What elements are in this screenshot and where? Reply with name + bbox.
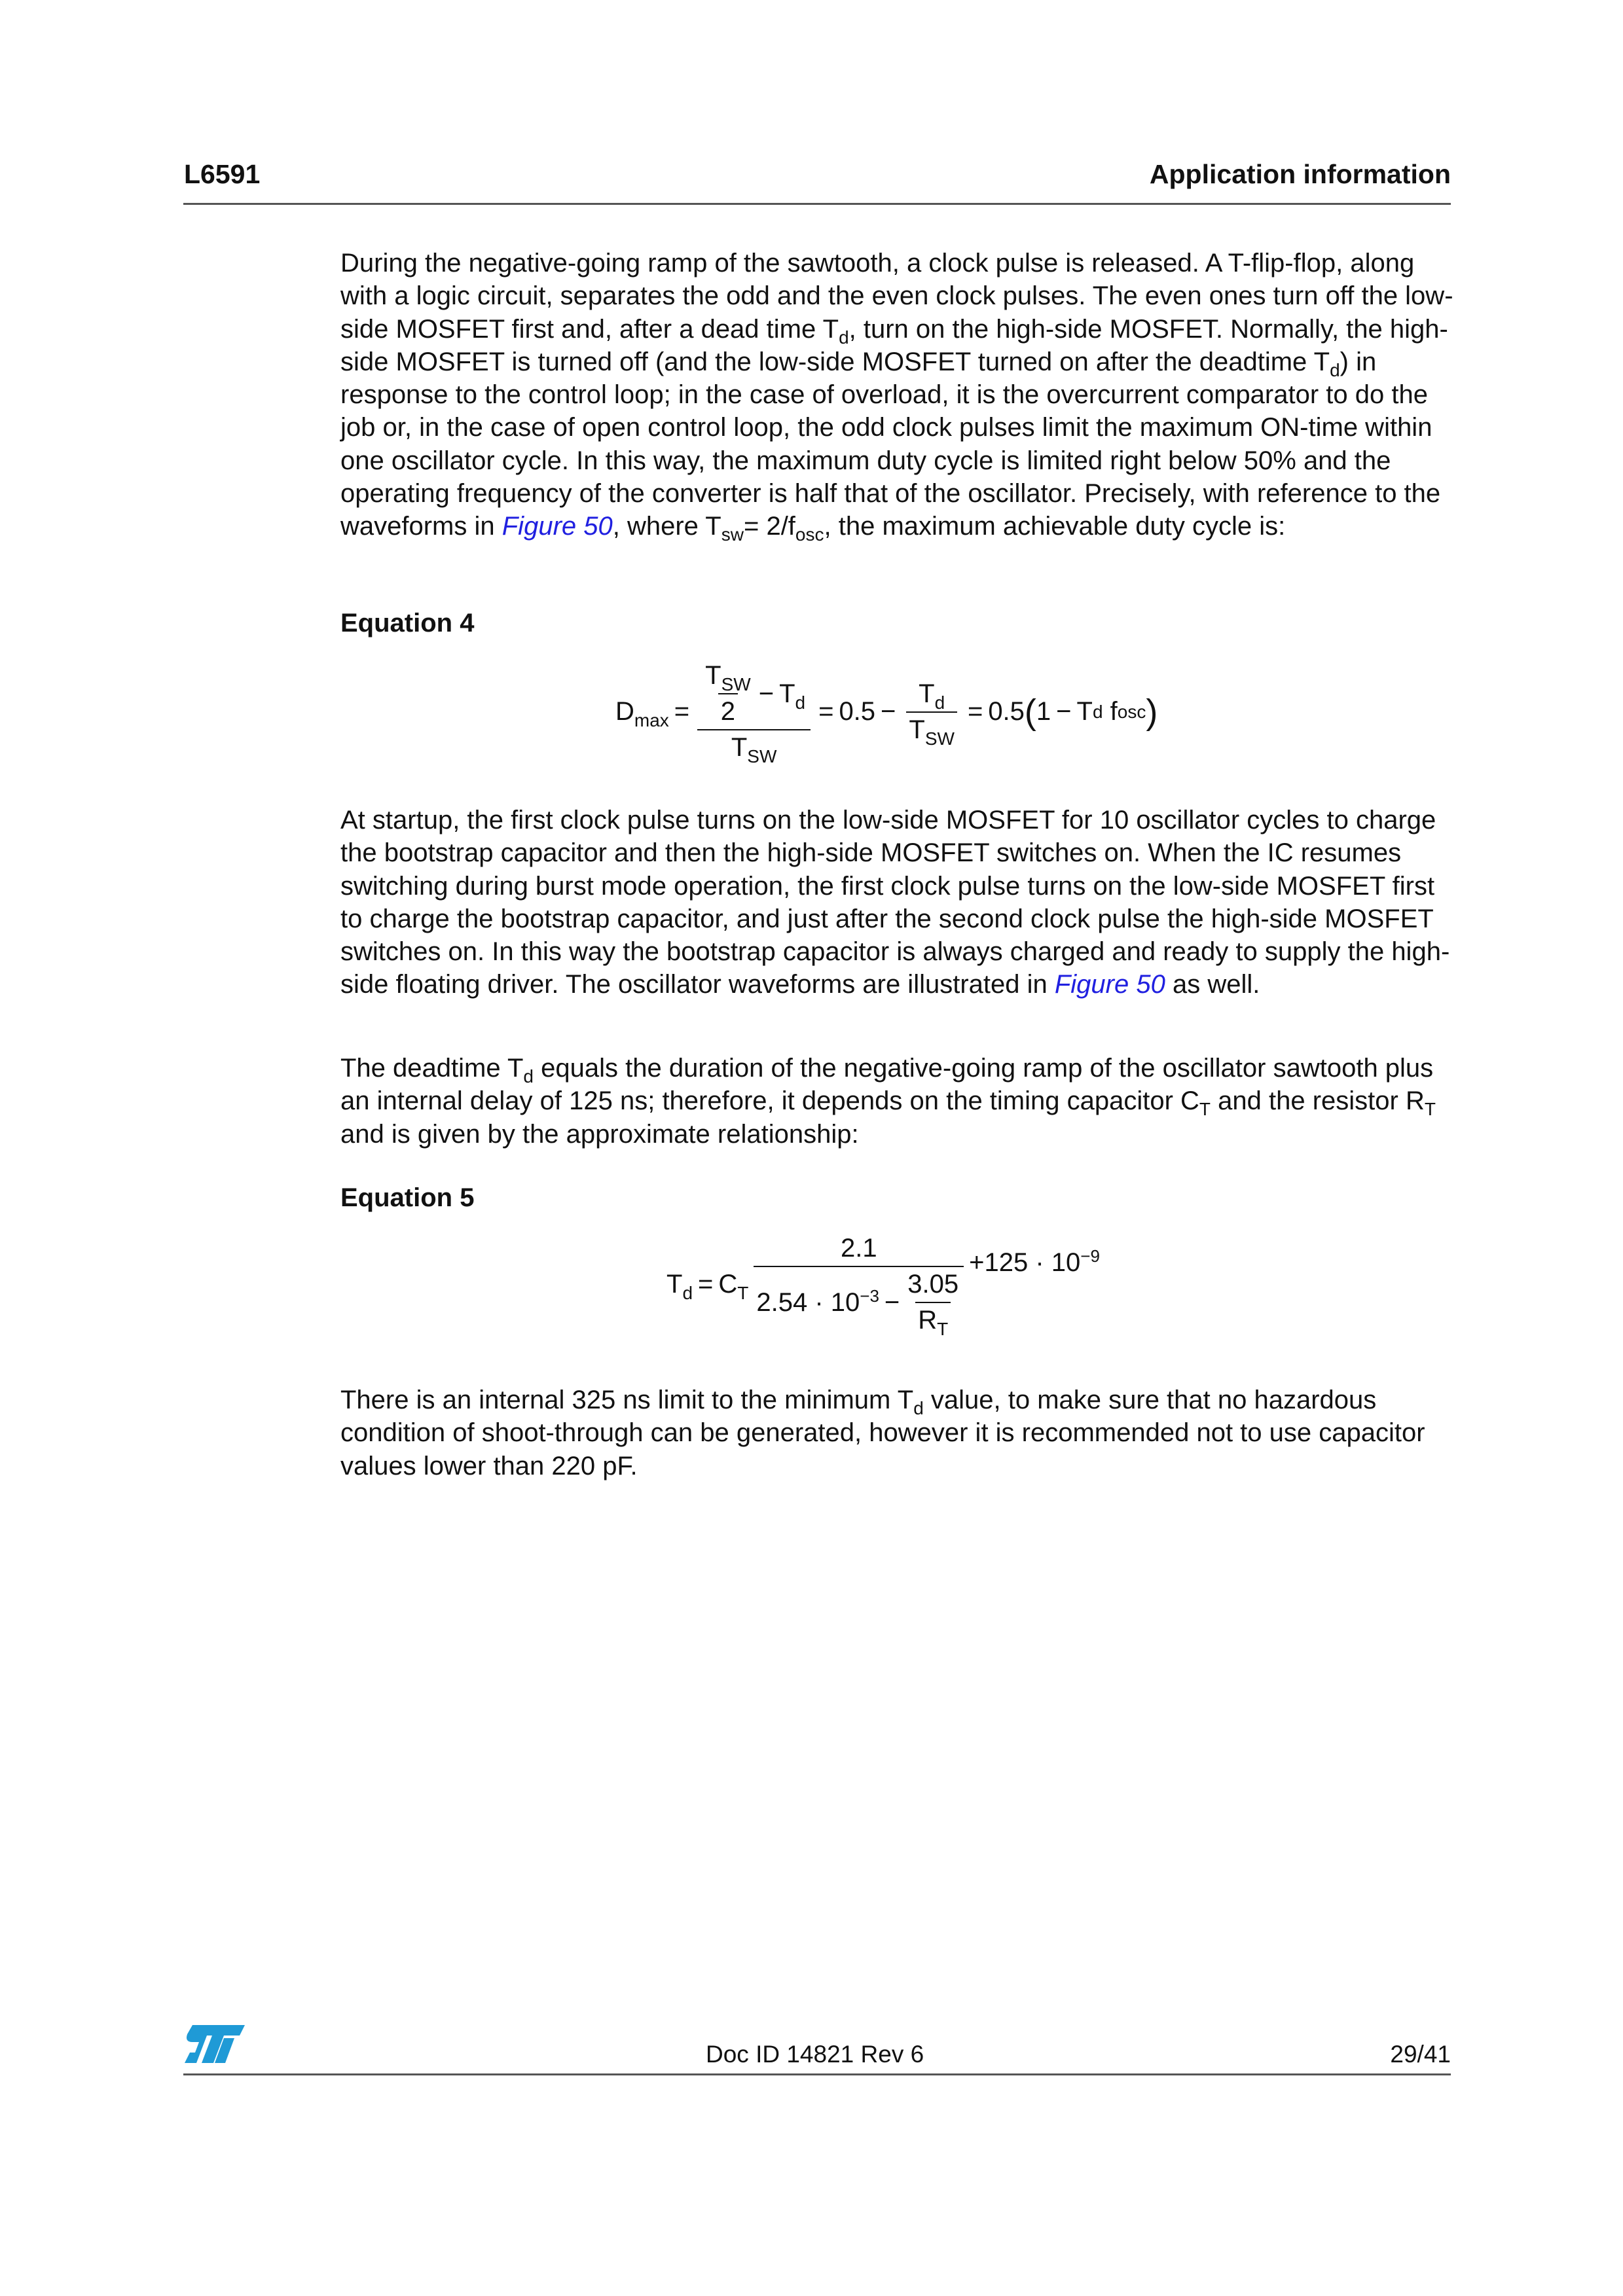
subscript: d (839, 327, 849, 348)
subscript: T (1424, 1099, 1436, 1120)
text-run: , the maximum achievable duty cycle is: (824, 512, 1286, 541)
equation-5: $T_d$ = $C_T$ 2.1 $2.54 \cdot 10^{-3}$ − $\frac{3.05}{R_T}$ $+125 \cdot 10^{-9}$ (666, 1234, 1100, 1339)
text-run: During the negative-going ramp of the sawtooth, a clock pulse is released. A T-flip-flop, along with a logic circuit, separates the odd and the even clock pulses. The even ones turn off the low-side MOSFET first and, after a dead time T (340, 249, 1453, 344)
text-run: There is an internal 325 ns limit to the minimum T (340, 1386, 914, 1414)
footer-rule (183, 2073, 1451, 2075)
equation-4-heading: Equation 4 (340, 609, 475, 637)
header-section-title: Application information (1149, 159, 1451, 189)
subscript: d (523, 1066, 534, 1086)
text-run: = 2/f (743, 512, 795, 541)
subscript: osc (795, 524, 824, 545)
text-run: and the resistor R (1211, 1086, 1425, 1116)
subscript: d (913, 1398, 924, 1418)
footer-page-number: 29/41 (1390, 2041, 1451, 2068)
equation-5-heading: Equation 5 (340, 1183, 475, 1212)
text-run: as well. (1165, 970, 1260, 999)
subscript: sw (721, 524, 744, 545)
header-doc-id: L6591 (184, 159, 261, 189)
st-logo (183, 2024, 246, 2064)
paragraph-1 (340, 247, 1453, 543)
text-run: At startup, the first clock pulse turns on the low-side MOSFET for 10 oscillator cycles to charge the bootstrap capacitor and then the high-side MOSFET switches on. When the IC resumes switching during burst mode operation, the first clock pulse turns on the low-side MOSFET first to charge the bootstrap capacitor, and just after the second clock pulse the high-side MOSFET switches on. In this way the bootstrap capacitor is always charged and ready to supply the high-side floating driver. The oscillator waveforms are illustrated in (340, 806, 1450, 999)
header-rule (183, 203, 1451, 205)
subscript: T (1199, 1099, 1211, 1120)
paragraph-4 (340, 1384, 1453, 1482)
text-run: value, to make sure that no hazardous condition of shoot-through can be generated, however it is recommended not to use capacitor values lower than 220 pF. (340, 1386, 1425, 1480)
text-run: and is given by the approximate relationship: (340, 1119, 859, 1149)
text-run: , where T (612, 512, 721, 541)
text-run: ) in response to the control loop; in the case of overload, it is the overcurrent comparator to do the job or, in the case of open control loop, the odd clock pulses limit the maximum ON-time within one oscillator cycle. In this way, the maximum duty cycle is limited right below 50% and the operating frequency of the converter is half that of the oscillator. Precisely, with reference to the waveforms in (340, 347, 1441, 541)
figure-link[interactable]: Figure 50 (501, 512, 613, 541)
footer-doc-id: Doc ID 14821 Rev 6 (706, 2041, 924, 2068)
text-run: , turn on the high-side MOSFET. Normally, the high-side MOSFET is turned off (and the low-side MOSFET turned on after the deadtime T (340, 314, 1448, 376)
subscript: d (1330, 359, 1340, 380)
figure-link[interactable]: Figure 50 (1054, 970, 1165, 999)
text-run: equals the duration of the negative-going ramp of the oscillator sawtooth plus an internal delay of 125 ns; therefore, it depends on the timing capacitor C (340, 1054, 1434, 1116)
paragraph-2 (340, 804, 1453, 1001)
paragraph-3 (340, 1052, 1453, 1151)
text-run: The deadtime T (340, 1054, 524, 1083)
equation-4: $D_{max}$ = $\frac{T_{SW}}{2}$ − $T_d$ $T_{SW}$ = 0.5 − $\frac{T_d}{T_{SW}}$ = 0.5 ( 1 − T d f osc ) (615, 661, 1158, 766)
